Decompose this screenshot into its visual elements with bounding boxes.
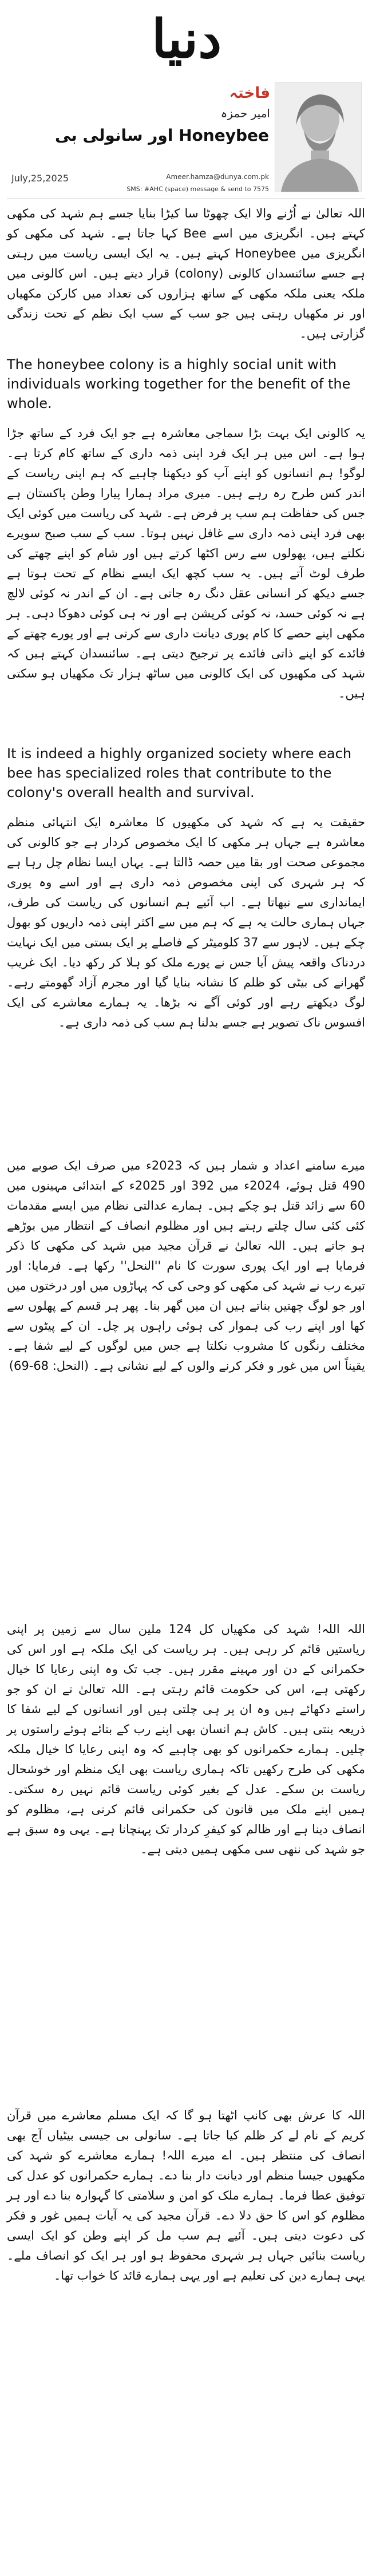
article-headline: Honeybee اور سانولی بی <box>54 126 269 145</box>
article-paragraph: اللہ کا عرش بھی کانپ اٹھتا ہو گا کہ ایک مسلم معاشرے میں قرآن کریم کے نام لے کر ظلم کیا جاتا ہے۔ سانولی بی جیسی بیٹیاں آج بھی انصاف کی منتظر ہیں۔ اے میرے اللہ! ہمارے معاشرے کو شہد کی مکھیوں جیسا منظم اور دیانت دار بنا دے۔ ہمارے حکمرانوں کو عدل کی توفیق عطا فرما۔ ہمارے ملک کو امن و سلامتی کا گہوارہ بنا دے اور ہر مظلوم کو اس کا حق دلا دے۔ قرآن مجید کی یہ آیات ہمیں غور و فکر کی دعوت دیتی ہیں۔ آئیے ہم سب مل کر اپنے وطن کو ایک ایسی ریاست بنائیں جہاں ہر شہری محفوظ ہو اور ہر ایک کو انصاف ملے۔ یہی ہمارے دین کی تعلیم ہے اور یہی ہمارے قائد کا خواب تھا۔ <box>7 2109 365 2282</box>
english-quote: The honeybee colony is a highly social unit with individuals working together for the benefit of the whole. <box>7 356 351 411</box>
article-paragraph: حقیقت یہ ہے کہ شہد کی مکھیوں کا معاشرہ ایک انتہائی منظم معاشرہ ہے جہاں ہر مکھی کا ایک مخصوص کردار ہے جو کالونی کی مجموعی صحت اور بقا میں حصہ ڈالتا ہے۔ یہاں ایسا نظام چل رہا ہے کہ ہر شہری کی اپنی مخصوص ذمہ داری ہے اور اسے وہ پوری ایمانداری سے نبھاتا ہے۔ اب آئیے ہم انسانوں کی ریاست کی طرف، جہاں ہماری حالت یہ ہے کہ ہم میں سے اکثر اپنی ذمہ داریوں کو بھول چکے ہیں۔ لاہور سے 37 کلومیٹر کے فاصلے پر ایک بستی میں ایک نہایت دردناک واقعہ پیش آیا جس نے پورے ملک کو ہلا کر رکھ دیا۔ ایک غریب گھرانے کی بیٹی کو ظلم کا نشانہ بنایا گیا اور مجرم آزاد گھومتے رہے۔ لوگ دیکھتے رہے اور کوئی آگے نہ بڑھا۔ یہ ہمارے معاشرے کی ایک افسوس ناک تصویر ہے جسے بدلنا ہم سب کی ذمہ داری ہے۔ <box>7 815 365 1029</box>
byline-block <box>0 80 372 195</box>
author-portrait-icon <box>275 83 361 192</box>
article-paragraph: اللہ تعالیٰ نے اُڑنے والا ایک چھوٹا سا کیڑا بنایا جسے ہم شہد کی مکھی کہتے ہیں۔ انگریزی میں اسے Bee کہا جاتا ہے۔ شہد کی مکھی کو انگریزی میں Honeybee کہتے ہیں۔ یہ ایک ایسی ریاست میں رہتی ہے جسے سائنسدان کالونی (colony) قرار دیتے ہیں۔ اس کالونی میں ملکہ یعنی ملکہ مکھی کے ساتھ ہزاروں کی تعداد میں کارکن مکھیاں اور نر مکھیاں رہتی ہیں جو سب کے سب ایک نظم کے تحت زندگی گزارتی ہیں۔ <box>7 207 366 340</box>
newspaper-logo-text: دنیا <box>151 8 222 70</box>
column-series-name: فاختہ <box>229 85 270 102</box>
masthead <box>0 0 372 76</box>
article-paragraph: یہ کالونی ایک بہت بڑا سماجی معاشرہ ہے جو ایک فرد کے ساتھ جڑا ہوا ہے۔ اس میں ہر ایک فرد اپنی ذمہ داری کے ساتھ کام کرتا ہے۔ لوگو! ہم انسانوں کو اپنے آپ کو دیکھنا چاہیے کہ ہم اپنی ریاست کے اندر کس طرح رہ رہے ہیں۔ میری مراد ہمارا پیارا وطن پاکستان ہے جس کی حفاظت ہم سب پر فرض ہے۔ شہد کی ریاست میں کوئی ایک بھی فرد اپنی ذمہ داری سے غافل نہیں ہوتا۔ سب کے سب صبح سویرے نکلتے ہیں، پھولوں سے رس اکٹھا کرتے ہیں اور شام کو اپنے چھتے کی طرف لوٹ آتے ہیں۔ یہ سب کچھ ایک ایسے نظام کے تحت ہوتا ہے جسے دیکھ کر انسانی عقل دنگ رہ جاتی ہے۔ ان کے اندر نہ کوئی لالچ ہے نہ کوئی حسد، نہ کوئی کرپشن ہے اور نہ ہی کوئی دھوکا دہی۔ ہر مکھی اپنے حصے کا کام پوری دیانت داری سے کرتی ہے اور پورے چھتے کے فائدے کو اپنے ذاتی فائدے پر ترجیح دیتی ہے۔ سائنسدان کہتے ہیں کہ شہد کی مکھیوں کی ایک کالونی میں ساٹھ ہزار تک مکھیاں ہو سکتی ہیں۔ <box>7 426 365 700</box>
newspaper-logo <box>135 3 238 74</box>
author-name: امیر حمزہ <box>220 106 270 120</box>
publish-date: July,25,2025 <box>11 173 69 184</box>
english-quote: It is indeed a highly organized society where each bee has specialized roles that contribute to the colony's overall health and survival. <box>7 746 352 800</box>
author-email: Ameer.hamza@dunya.com.pk <box>166 173 269 181</box>
article-paragraph: میرے سامنے اعداد و شمار ہیں کہ 2023ء میں صرف ایک صوبے میں 490 قتل ہوئے، 2024ء میں 392 اور 2025ء کے ابتدائی مہینوں میں 60 سے زائد قتل ہو چکے ہیں۔ ہمارے عدالتی نظام میں ایسے مقدمات کئی کئی سال چلتے رہتے ہیں اور مظلوم انصاف کے انتظار میں بوڑھے ہو جاتے ہیں۔ اللہ تعالیٰ نے قرآن مجید میں شہد کی مکھی کا ذکر فرمایا ہے اور ایک پوری سورت کا نام ''النحل'' رکھا ہے۔ فرمایا: اور تیرے رب نے شہد کی مکھی کو وحی کی کہ پہاڑوں میں اور درختوں میں اور جو لوگ چھتیں بناتے ہیں ان میں گھر بنا۔ پھر ہر قسم کے پھلوں سے کھا اور اپنے رب کی ہموار کی ہوئی راہوں پر چل۔ ان کے پیٹوں سے مختلف رنگوں کا مشروب نکلتا ہے جس میں لوگوں کے لیے شفا ہے۔ یقیناً اس میں غور و فکر کرنے والوں کے لیے نشانی ہے۔ (النحل: 68-69) <box>7 1159 366 1373</box>
sms-line: SMS: #AHC (space) message & send to 7575 <box>126 185 269 193</box>
author-photo <box>275 82 362 192</box>
article-paragraph: اللہ اللہ! شہد کی مکھیاں کل 124 ملین سال سے زمین پر اپنی ریاستیں قائم کر رہی ہیں۔ ہر ریاست کی ایک ملکہ ہے اور اس کی حکمرانی کے دن اور مہینے مقرر ہیں۔ جب تک وہ اپنی رعایا کا خیال رکھتی ہے، اس کی حکومت قائم رہتی ہے۔ اللہ تعالیٰ نے ان کو جو راستے دکھائے ہیں وہ ان پر ہی چلتی ہیں اور انسانوں کے لیے شفا کا ذریعہ بنتی ہیں۔ کاش ہم انسان بھی اپنے رب کے بتائے ہوئے راستوں پر چلیں۔ ہمارے حکمرانوں کو بھی چاہیے کہ وہ اپنی رعایا کا خیال ملکہ مکھی کی طرح رکھیں تاکہ ہماری ریاست بھی ایک منظم اور خوشحال ریاست بن سکے۔ عدل کے بغیر کوئی ریاست قائم نہیں رہ سکتی۔ ہمیں اپنے ملک میں قانون کی حکمرانی قائم کرنی ہے، مظلوم کو انصاف دینا ہے اور ظالم کو کیفرِ کردار تک پہنچانا ہے۔ یہی وہ سبق ہے جو شہد کی ننھی سی مکھی ہمیں دیتی ہے۔ <box>7 1622 365 1856</box>
header-divider <box>7 198 365 199</box>
